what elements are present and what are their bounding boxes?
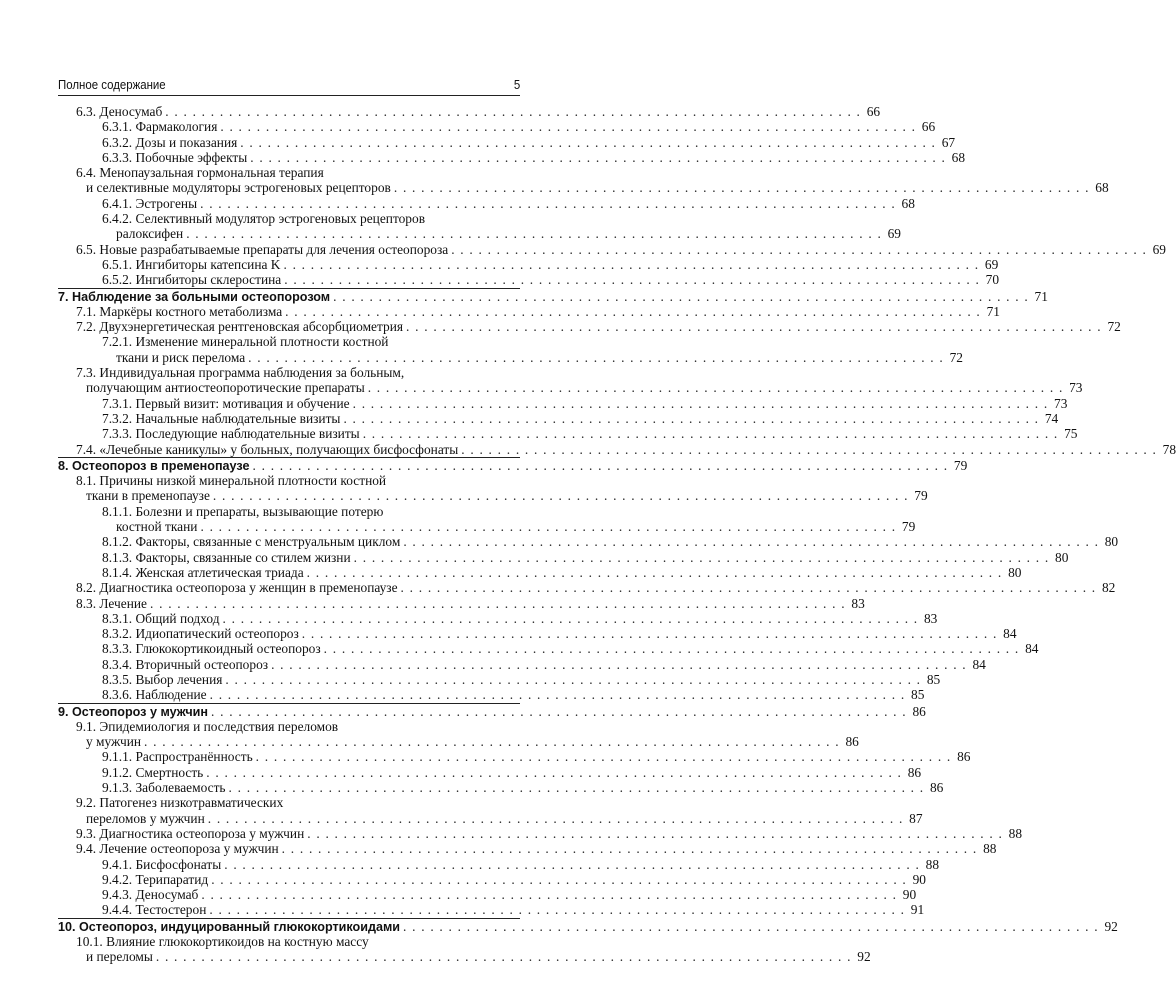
- toc-entry-title: ткани в пременопаузе: [86, 488, 210, 504]
- toc-entry-title: 6.4.2. Селективный модулятор эстрогеновых рецепторов: [102, 211, 426, 227]
- dot-leader: . . . . . . . . . . . . . . . . . . . . . . . . . . . . . . . . . . . . . . . . . . . . . . . . . . . . . . . . . . . . . . . . . . . . . . . . . . . . .: [240, 134, 937, 150]
- dot-leader: . . . . . . . . . . . . . . . . . . . . . . . . . . . . . . . . . . . . . . . . . . . . . . . . . . . . . . . . . . . . . . . . . . . . . . . . . . . . .: [451, 241, 1147, 257]
- dot-leader: . . . . . . . . . . . . . . . . . . . . . . . . . . . . . . . . . . . . . . . . . . . . . . . . . . . . . . . . . . . . . . . . . . . . . . . . . . . . .: [200, 195, 896, 211]
- dot-leader: . . . . . . . . . . . . . . . . . . . . . . . . . . . . . . . . . . . . . . . . . . . . . . . . . . . . . . . . . . . . . . . . . . . . . . . . . . . . .: [228, 780, 925, 796]
- toc-entry-row[interactable]: [58, 104, 881, 119]
- toc-entry-row[interactable]: [58, 410, 1059, 426]
- toc-entry-title: 9.4.1. Бисфосфонаты: [102, 856, 222, 872]
- dot-leader: . . . . . . . . . . . . . . . . . . . . . . . . . . . . . . . . . . . . . . . . . . . . . . . . . . . . . . . . . . . . . . . . . . . . . . . . . . . . .: [250, 149, 947, 165]
- dot-leader: . . . . . . . . . . . . . . . . . . . . . . . . . . . . . . . . . . . . . . . . . . . . . . . . . . . . . . . . . . . . . . . . . . . . . . . . . . . . .: [362, 426, 1059, 442]
- toc-page-number: 80: [1055, 549, 1069, 565]
- toc-page-number: 73: [1054, 395, 1068, 411]
- dot-leader: . . . . . . . . . . . . . . . . . . . . . . . . . . . . . . . . . . . . . . . . . . . . . . . . . . . . . . . . . . . . . . . . . . . . . . . . . . . . .: [403, 534, 1100, 550]
- toc-entry-row[interactable]: [58, 349, 963, 365]
- toc-entry-row[interactable]: [58, 856, 940, 872]
- toc-page-number: 92: [1104, 918, 1118, 934]
- toc-entry-row[interactable]: [58, 719, 520, 734]
- running-header-title: Полное содержание: [58, 77, 166, 92]
- toc-entry-row[interactable]: [58, 887, 917, 903]
- toc-entry-title: костной ткани: [116, 519, 198, 535]
- dot-leader: . . . . . . . . . . . . . . . . . . . . . . . . . . . . . . . . . . . . . . . . . . . . . . . . . . . . . . . . . . . . . . . . . . . . . . . . . . . . .: [400, 580, 1097, 596]
- toc-page-number: 79: [953, 457, 968, 473]
- toc-entry-title: 6.5.1. Ингибиторы катепсина K: [102, 256, 281, 272]
- toc-page-number: 71: [986, 303, 1000, 319]
- toc-entry-row[interactable]: [58, 441, 1176, 457]
- toc-page-number: 68: [901, 195, 915, 211]
- toc-entry-title: 10. Остеопороз, индуцированный глюкокортикоидами: [58, 919, 401, 934]
- toc-entry-title: 9.1.2. Смертность: [102, 764, 204, 780]
- toc-page-number: 84: [1025, 641, 1039, 657]
- toc-page-number: 88: [925, 856, 940, 872]
- dot-leader: . . . . . . . . . . . . . . . . . . . . . . . . . . . . . . . . . . . . . . . . . . . . . . . . . . . . . . . . . . . . . . . . . . . . . . . . . . . . .: [367, 380, 1064, 396]
- toc-page-number: 66: [866, 104, 881, 119]
- toc-entry-title: 7.2. Двухэнергетическая рентгеновская абсорбциометрия: [76, 319, 404, 335]
- toc-page-number: 87: [909, 810, 923, 826]
- toc-entry-row[interactable]: [58, 734, 859, 750]
- toc-entry-row[interactable]: [58, 149, 966, 165]
- toc-entry-row[interactable]: [58, 211, 520, 226]
- toc-entry-row[interactable]: [58, 641, 1039, 657]
- toc-entry-row[interactable]: [58, 810, 923, 826]
- toc-entry-row[interactable]: [58, 226, 901, 242]
- toc-entry-row[interactable]: [58, 687, 925, 703]
- toc-page-number: 67: [941, 134, 956, 150]
- toc-entry-title: 8.1. Причины низкой минеральной плотности костной: [76, 473, 387, 489]
- toc-entry-title: 8. Остеопороз в пременопаузе: [58, 458, 250, 473]
- toc-page-number: 86: [845, 734, 859, 750]
- toc-entry-row[interactable]: [58, 134, 956, 150]
- dot-leader: . . . . . . . . . . . . . . . . . . . . . . . . . . . . . . . . . . . . . . . . . . . . . . . . . . . . . . . . . . . . . . . . . . . . . . . . . . . . .: [225, 671, 922, 687]
- toc-entry-row[interactable]: [58, 395, 1068, 411]
- dot-leader: . . . . . . . . . . . . . . . . . . . . . . . . . . . . . . . . . . . . . . . . . . . . . . . . . . . . . . . . . . . . . . . . . . . . . . . . . . . . .: [224, 856, 921, 872]
- toc-page-number: 90: [912, 871, 926, 887]
- toc-page-number: 79: [914, 488, 928, 504]
- toc-page-number: 90: [902, 887, 917, 903]
- toc-entry-row[interactable]: [58, 319, 1121, 335]
- dot-leader: . . . . . . . . . . . . . . . . . . . . . . . . . . . . . . . . . . . . . . . . . . . . . . . . . . . . . . . . . . . . . . . . . . . . . . . . . . . . .: [285, 303, 981, 319]
- toc-entry-title: 10.1. Влияние глюкокортикоидов на костную массу: [76, 934, 369, 950]
- toc-chapter-row[interactable]: [58, 457, 968, 473]
- toc-entry-title: 7.3. Индивидуальная программа наблюдения за больным,: [76, 365, 405, 381]
- toc-page-number: 86: [957, 749, 971, 765]
- toc-entry-row[interactable]: [58, 426, 1078, 442]
- toc-page-number: 82: [1101, 580, 1116, 596]
- toc-entry-title: 9.1.1. Распространённость: [102, 749, 253, 765]
- toc-entry-title: 6.4. Менопаузальная гормональная терапия: [76, 165, 324, 181]
- toc-entry-title: 8.3. Лечение: [76, 595, 147, 611]
- dot-leader: . . . . . . . . . . . . . . . . . . . . . . . . . . . . . . . . . . . . . . . . . . . . . . . . . . . . . . . . . . . . . . . . . . . . . . . . . . . . .: [248, 349, 944, 365]
- dot-leader: . . . . . . . . . . . . . . . . . . . . . . . . . . . . . . . . . . . . . . . . . . . . . . . . . . . . . . . . . . . . . . . . . . . . . . . . . . . . .: [252, 457, 949, 473]
- toc-entry-row[interactable]: [58, 610, 938, 626]
- toc-entry-title: 8.1.4. Женская атлетическая триада: [102, 564, 304, 580]
- toc-entry-title: 8.3.2. Идиопатический остеопороз: [102, 626, 299, 642]
- toc-page-number: 75: [1064, 426, 1078, 442]
- page-number: 5: [513, 77, 520, 92]
- dot-leader: . . . . . . . . . . . . . . . . . . . . . . . . . . . . . . . . . . . . . . . . . . . . . . . . . . . . . . . . . . . . . . . . . . . . . . . . . . . . .: [207, 810, 904, 826]
- toc-entry-title: ткани и риск перелома: [116, 349, 246, 365]
- toc-entry-row[interactable]: [58, 626, 1017, 642]
- toc-entry-title: 7.3.2. Начальные наблюдательные визиты: [102, 410, 341, 426]
- toc-entry-row[interactable]: [58, 749, 971, 765]
- toc-entry-title: 7. Наблюдение за больными остеопорозом: [58, 289, 331, 304]
- toc-entry-title: 9.4.3. Деносумаб: [102, 887, 199, 903]
- toc-entry-title: переломов у мужчин: [86, 810, 205, 826]
- toc-entry-row[interactable]: [58, 671, 941, 687]
- toc-page-number: 69: [887, 226, 901, 242]
- toc-entry-title: 6.3.3. Побочные эффекты: [102, 149, 248, 165]
- toc-entry-row[interactable]: [58, 519, 916, 535]
- toc-page-number: 83: [923, 610, 938, 626]
- dot-leader: . . . . . . . . . . . . . . . . . . . . . . . . . . . . . . . . . . . . . . . . . . . . . . . . . . . . . . . . . . . . . . . . . . . . . . . . . . . . .: [284, 272, 981, 288]
- toc-page-number: 72: [1107, 319, 1121, 335]
- toc-entry-row[interactable]: [58, 825, 1023, 841]
- dot-leader: . . . . . . . . . . . . . . . . . . . . . . . . . . . . . . . . . . . . . . . . . . . . . . . . . . . . . . . . . . . . . . . . . . . . . . . . . . . . .: [165, 104, 862, 119]
- toc-entry-title: 6.3. Деносумаб: [76, 104, 163, 119]
- toc-entry-title: 8.3.5. Выбор лечения: [102, 671, 223, 687]
- dot-leader: . . . . . . . . . . . . . . . . . . . . . . . . . . . . . . . . . . . . . . . . . . . . . . . . . . . . . . . . . . . . . . . . . . . . . . . . . . . . .: [209, 687, 906, 703]
- dot-leader: . . . . . . . . . . . . . . . . . . . . . . . . . . . . . . . . . . . . . . . . . . . . . . . . . . . . . . . . . . . . . . . . . . . . . . . . . . . . .: [201, 887, 898, 903]
- dot-leader: . . . . . . . . . . . . . . . . . . . . . . . . . . . . . . . . . . . . . . . . . . . . . . . . . . . . . . . . . . . . . . . . . . . . . . . . . . . . .: [281, 841, 978, 857]
- toc-page-number: 66: [921, 119, 936, 135]
- toc-entry-title: 8.1.3. Факторы, связанные со стилем жизни: [102, 549, 351, 565]
- toc-page-number: 86: [929, 780, 944, 796]
- toc-page-number: 85: [911, 687, 925, 703]
- toc-entry-title: ралоксифен: [116, 226, 184, 242]
- toc-page-number: 88: [983, 841, 997, 857]
- toc-entry-title: 6.5. Новые разрабатываемые препараты для лечения остеопороза: [76, 241, 449, 257]
- toc-entry-row[interactable]: [58, 241, 1166, 257]
- toc-entry-row[interactable]: [58, 256, 999, 272]
- toc-chapter-row[interactable]: [58, 918, 1118, 934]
- toc-entry-title: 9.1. Эпидемиология и последствия переломов: [76, 718, 339, 734]
- toc-entry-title: 9.4. Лечение остеопороза у мужчин: [76, 841, 279, 857]
- toc-entry-row[interactable]: [58, 902, 925, 918]
- toc-entry-row[interactable]: [58, 504, 520, 519]
- toc-entry-row[interactable]: [58, 656, 986, 672]
- toc-entry-row[interactable]: [58, 380, 1083, 396]
- toc-entry-row[interactable]: [58, 365, 520, 380]
- toc-entry-title: 8.1.2. Факторы, связанные с менструальным циклом: [102, 534, 401, 550]
- dot-leader: . . . . . . . . . . . . . . . . . . . . . . . . . . . . . . . . . . . . . . . . . . . . . . . . . . . . . . . . . . . . . . . . . . . . . . . . . . . . .: [155, 949, 852, 965]
- dot-leader: . . . . . . . . . . . . . . . . . . . . . . . . . . . . . . . . . . . . . . . . . . . . . . . . . . . . . . . . . . . . . . . . . . . . . . . . . . . . .: [271, 656, 967, 672]
- toc-entry-row[interactable]: [58, 580, 1116, 596]
- toc-page-number: 70: [985, 272, 1000, 288]
- toc-entry-title: 7.2.1. Изменение минеральной плотности костной: [102, 334, 389, 350]
- dot-leader: . . . . . . . . . . . . . . . . . . . . . . . . . . . . . . . . . . . . . . . . . . . . . . . . . . . . . . . . . . . . . . . . . . . . . . . . . . . . .: [211, 871, 907, 887]
- dot-leader: . . . . . . . . . . . . . . . . . . . . . . . . . . . . . . . . . . . . . . . . . . . . . . . . . . . . . . . . . . . . . . . . . . . . . . . . . . . . .: [406, 319, 1102, 335]
- toc-entry-title: и селективные модуляторы эстрогеновых рецепторов: [86, 180, 391, 196]
- toc-entry-row[interactable]: [58, 534, 1119, 550]
- toc-entry-title: 9.3. Диагностика остеопороза у мужчин: [76, 825, 305, 841]
- toc-page-number: 69: [1152, 241, 1166, 257]
- toc-entry-row[interactable]: [58, 595, 865, 611]
- running-header: [58, 70, 520, 96]
- toc-entry-row[interactable]: [58, 795, 520, 810]
- toc-entry-title: 8.3.1. Общий подход: [102, 610, 220, 626]
- toc-entry-row[interactable]: [58, 272, 1000, 288]
- toc-entry-title: 7.1. Маркёры костного метаболизма: [76, 303, 283, 319]
- toc-entry-row[interactable]: [58, 871, 926, 887]
- toc-entry-row[interactable]: [58, 119, 936, 135]
- dot-leader: . . . . . . . . . . . . . . . . . . . . . . . . . . . . . . . . . . . . . . . . . . . . . . . . . . . . . . . . . . . . . . . . . . . . . . . . . . . . .: [144, 734, 840, 750]
- toc-entry-title: 8.2. Диагностика остеопороза у женщин в пременопаузе: [76, 580, 398, 596]
- toc-page-number: 92: [857, 949, 871, 965]
- dot-leader: . . . . . . . . . . . . . . . . . . . . . . . . . . . . . . . . . . . . . . . . . . . . . . . . . . . . . . . . . . . . . . . . . . . . . . . . . . . . .: [403, 918, 1099, 934]
- toc-entry-title: 9.2. Патогенез низкотравматических: [76, 795, 284, 811]
- toc-entry-row[interactable]: [58, 764, 922, 780]
- toc-page-number: 84: [972, 656, 986, 672]
- dot-leader: . . . . . . . . . . . . . . . . . . . . . . . . . . . . . . . . . . . . . . . . . . . . . . . . . . . . . . . . . . . . . . . . . . . . . . . . . . . . .: [212, 488, 909, 504]
- toc-entry-row[interactable]: [58, 949, 871, 965]
- table-of-contents: [58, 104, 1176, 965]
- toc-page-number: 79: [901, 519, 916, 535]
- toc-entry-title: 7.4. «Лечебные каникулы» у больных, получающих бисфосфонаты: [76, 441, 459, 457]
- toc-page-number: 85: [926, 671, 941, 687]
- toc-entry-title: 9.1.3. Заболеваемость: [102, 780, 226, 796]
- dot-leader: . . . . . . . . . . . . . . . . . . . . . . . . . . . . . . . . . . . . . . . . . . . . . . . . . . . . . . . . . . . . . . . . . . . . . . . . . . . . .: [283, 256, 980, 272]
- toc-page-number: 74: [1044, 410, 1059, 426]
- toc-page-number: 84: [1003, 626, 1017, 642]
- toc-page-number: 71: [1034, 288, 1048, 304]
- dot-leader: . . . . . . . . . . . . . . . . . . . . . . . . . . . . . . . . . . . . . . . . . . . . . . . . . . . . . . . . . . . . . . . . . . . . . . . . . . . . .: [186, 226, 882, 242]
- toc-entry-title: 8.1.1. Болезни и препараты, вызывающие потерю: [102, 503, 384, 519]
- toc-page-number: 91: [910, 902, 925, 918]
- toc-entry-title: 9.4.4. Тестостерон: [102, 902, 207, 918]
- toc-entry-title: и переломы: [86, 949, 153, 965]
- toc-entry-row[interactable]: [58, 780, 944, 796]
- dot-leader: . . . . . . . . . . . . . . . . . . . . . . . . . . . . . . . . . . . . . . . . . . . . . . . . . . . . . . . . . . . . . . . . . . . . . . . . . . . . .: [211, 703, 907, 719]
- toc-entry-row[interactable]: [58, 180, 1109, 196]
- toc-page-number: 68: [951, 149, 966, 165]
- toc-entry-title: у мужчин: [86, 734, 142, 750]
- toc-page-number: 83: [851, 595, 865, 611]
- toc-page-number: 88: [1008, 825, 1023, 841]
- dot-leader: . . . . . . . . . . . . . . . . . . . . . . . . . . . . . . . . . . . . . . . . . . . . . . . . . . . . . . . . . . . . . . . . . . . . . . . . . . . . .: [352, 395, 1049, 411]
- dot-leader: . . . . . . . . . . . . . . . . . . . . . . . . . . . . . . . . . . . . . . . . . . . . . . . . . . . . . . . . . . . . . . . . . . . . . . . . . . . . .: [200, 519, 897, 535]
- toc-page-number: 68: [1095, 180, 1109, 196]
- toc-page-number: 69: [984, 256, 999, 272]
- toc-page-number: 78: [1162, 441, 1176, 457]
- toc-entry-title: 6.4.1. Эстрогены: [102, 195, 198, 211]
- dot-leader: . . . . . . . . . . . . . . . . . . . . . . . . . . . . . . . . . . . . . . . . . . . . . . . . . . . . . . . . . . . . . . . . . . . . . . . . . . . . .: [353, 549, 1050, 565]
- dot-leader: . . . . . . . . . . . . . . . . . . . . . . . . . . . . . . . . . . . . . . . . . . . . . . . . . . . . . . . . . . . . . . . . . . . . . . . . . . . . .: [206, 764, 903, 780]
- toc-entry-title: получающим антиостеопоротические препараты: [86, 380, 365, 396]
- toc-entry-title: 9.4.2. Терипаратид: [102, 871, 209, 887]
- toc-entry-title: 7.3.3. Последующие наблюдательные визиты: [102, 426, 360, 442]
- dot-leader: . . . . . . . . . . . . . . . . . . . . . . . . . . . . . . . . . . . . . . . . . . . . . . . . . . . . . . . . . . . . . . . . . . . . . . . . . . . . .: [220, 119, 917, 135]
- dot-leader: . . . . . . . . . . . . . . . . . . . . . . . . . . . . . . . . . . . . . . . . . . . . . . . . . . . . . . . . . . . . . . . . . . . . . . . . . . . . .: [301, 626, 998, 642]
- dot-leader: . . . . . . . . . . . . . . . . . . . . . . . . . . . . . . . . . . . . . . . . . . . . . . . . . . . . . . . . . . . . . . . . . . . . . . . . . . . . .: [307, 825, 1004, 841]
- dot-leader: . . . . . . . . . . . . . . . . . . . . . . . . . . . . . . . . . . . . . . . . . . . . . . . . . . . . . . . . . . . . . . . . . . . . . . . . . . . . .: [343, 410, 1040, 426]
- dot-leader: . . . . . . . . . . . . . . . . . . . . . . . . . . . . . . . . . . . . . . . . . . . . . . . . . . . . . . . . . . . . . . . . . . . . . . . . . . . . .: [306, 564, 1003, 580]
- toc-chapter-row[interactable]: [58, 703, 926, 719]
- toc-entry-title: 6.3.1. Фармакология: [102, 119, 218, 135]
- toc-entry-row[interactable]: [58, 841, 997, 857]
- toc-page-number: 80: [1008, 564, 1022, 580]
- toc-entry-title: 8.3.6. Наблюдение: [102, 687, 207, 703]
- dot-leader: . . . . . . . . . . . . . . . . . . . . . . . . . . . . . . . . . . . . . . . . . . . . . . . . . . . . . . . . . . . . . . . . . . . . . . . . . . . . .: [255, 749, 952, 765]
- toc-page-number: 72: [949, 349, 963, 365]
- toc-entry-row[interactable]: [58, 303, 1000, 319]
- toc-entry-row[interactable]: [58, 473, 520, 488]
- dot-leader: . . . . . . . . . . . . . . . . . . . . . . . . . . . . . . . . . . . . . . . . . . . . . . . . . . . . . . . . . . . . . . . . . . . . . . . . . . . . .: [393, 180, 1090, 196]
- toc-entry-row[interactable]: [58, 488, 928, 504]
- toc-entry-row[interactable]: [58, 564, 1022, 580]
- toc-entry-title: 8.3.4. Вторичный остеопороз: [102, 656, 269, 672]
- toc-entry-row[interactable]: [58, 195, 915, 211]
- toc-page-number: 86: [907, 764, 922, 780]
- toc-entry-row[interactable]: [58, 549, 1069, 565]
- toc-entry-title: 6.5.2. Ингибиторы склеростина: [102, 272, 282, 288]
- toc-entry-row[interactable]: [58, 165, 520, 180]
- toc-entry-title: 8.3.3. Глюкокортикоидный остеопороз: [102, 641, 321, 657]
- toc-chapter-row[interactable]: [58, 288, 1048, 304]
- toc-page-number: 80: [1104, 534, 1119, 550]
- toc-page-number: 73: [1069, 380, 1083, 396]
- dot-leader: . . . . . . . . . . . . . . . . . . . . . . . . . . . . . . . . . . . . . . . . . . . . . . . . . . . . . . . . . . . . . . . . . . . . . . . . . . . . .: [333, 288, 1029, 304]
- toc-page-number: 86: [912, 703, 926, 719]
- dot-leader: . . . . . . . . . . . . . . . . . . . . . . . . . . . . . . . . . . . . . . . . . . . . . . . . . . . . . . . . . . . . . . . . . . . . . . . . . . . . .: [461, 441, 1158, 457]
- toc-entry-title: 9. Остеопороз у мужчин: [58, 704, 209, 719]
- toc-entry-title: 7.3.1. Первый визит: мотивация и обучение: [102, 395, 350, 411]
- dot-leader: . . . . . . . . . . . . . . . . . . . . . . . . . . . . . . . . . . . . . . . . . . . . . . . . . . . . . . . . . . . . . . . . . . . . . . . . . . . . .: [323, 641, 1020, 657]
- toc-entry-title: 6.3.2. Дозы и показания: [102, 134, 238, 150]
- dot-leader: . . . . . . . . . . . . . . . . . . . . . . . . . . . . . . . . . . . . . . . . . . . . . . . . . . . . . . . . . . . . . . . . . . . . . . . . . . . . .: [209, 902, 906, 918]
- dot-leader: . . . . . . . . . . . . . . . . . . . . . . . . . . . . . . . . . . . . . . . . . . . . . . . . . . . . . . . . . . . . . . . . . . . . . . . . . . . . .: [222, 610, 919, 626]
- toc-entry-row[interactable]: [58, 334, 520, 349]
- dot-leader: . . . . . . . . . . . . . . . . . . . . . . . . . . . . . . . . . . . . . . . . . . . . . . . . . . . . . . . . . . . . . . . . . . . . . . . . . . . . .: [150, 595, 846, 611]
- toc-entry-row[interactable]: [58, 934, 520, 949]
